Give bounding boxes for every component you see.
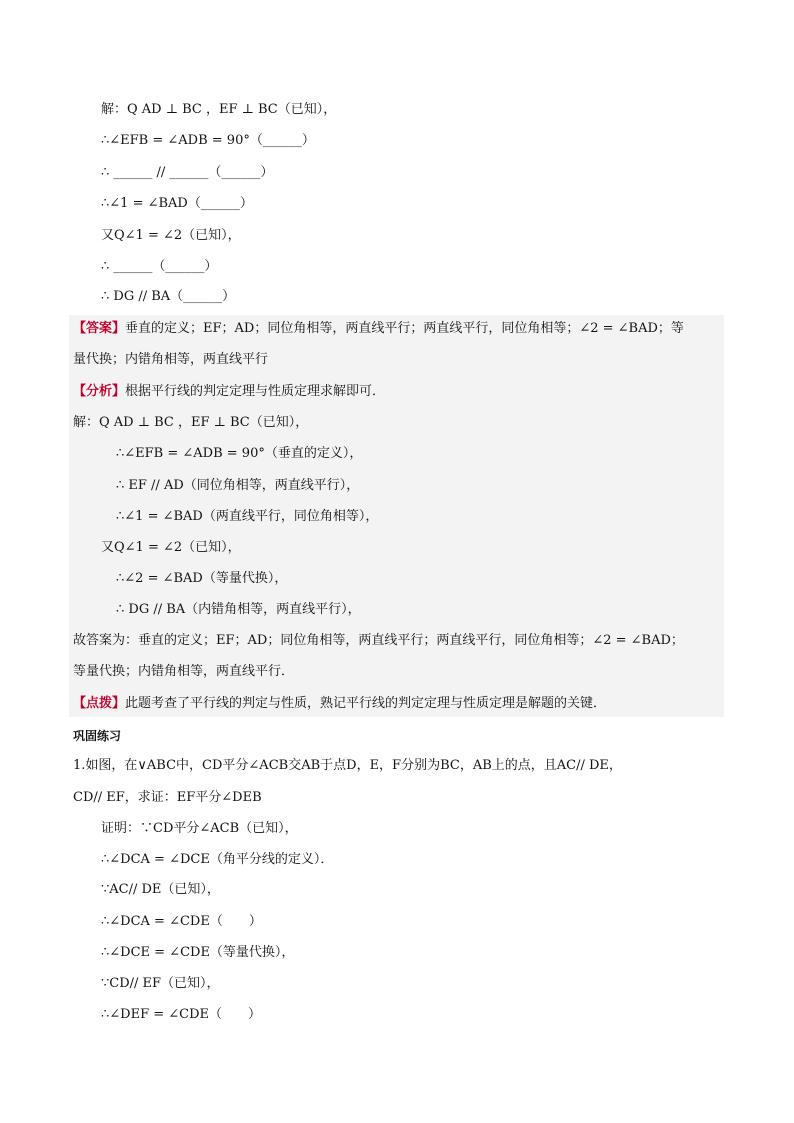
proof-line-7: ∴∠DEF = ∠CDE（ ） bbox=[101, 1007, 262, 1022]
analysis-final-2: 等量代换；内错角相等，两直线平行． bbox=[73, 664, 295, 679]
question-line-3: ∴ ______ // ______（______） bbox=[101, 165, 274, 180]
question-line-6: ∴ ______（______） bbox=[101, 259, 218, 274]
practice-question-line-1: 1.如图，在∨ABC中，CD平分∠ACB交AB于点D，E，F分别为BC，AB上的点，且AC// DE， bbox=[73, 758, 622, 773]
question-line-4: ∴∠1 = ∠BAD（______） bbox=[101, 196, 253, 211]
answer-text-1: 垂直的定义；EF；AD；同位角相等，两直线平行；两直线平行，同位角相等；∠2 = ∠BAD；等 bbox=[125, 321, 684, 336]
practice-question-line-2: CD// EF，求证：EF平分∠DEB bbox=[73, 790, 262, 805]
proof-line-4: ∴∠DCA = ∠CDE（ ） bbox=[101, 914, 262, 929]
analysis-final-1: 故答案为：垂直的定义；EF；AD；同位角相等，两直线平行；两直线平行，同位角相等；∠2 = ∠BAD； bbox=[73, 633, 684, 648]
analysis-step-1: 解：Q AD ⊥ BC ，EF ⊥ BC（已知）， bbox=[73, 415, 309, 430]
proof-line-1: 证明：∵CD平分∠ACB（已知）， bbox=[101, 821, 298, 836]
analysis-text: 根据平行线的判定定理与性质定理求解即可． bbox=[125, 384, 386, 399]
analysis-step-7: ∴ DG // BA（内错角相等，两直线平行）， bbox=[116, 602, 361, 617]
analysis-line bbox=[73, 383, 385, 401]
analysis-step-4: ∴∠1 = ∠BAD（两直线平行，同位角相等）， bbox=[116, 509, 379, 524]
question-line-1: 解：Q AD ⊥ BC ，EF ⊥ BC（已知）， bbox=[101, 102, 337, 117]
question-line-5: 又Q∠1 = ∠2（已知）， bbox=[101, 228, 241, 243]
answer-line-1 bbox=[73, 320, 684, 338]
proof-line-5: ∴∠DCE = ∠CDE（等量代换）， bbox=[101, 945, 295, 960]
analysis-step-6: ∴∠2 = ∠BAD（等量代换）， bbox=[116, 571, 288, 586]
analysis-step-2: ∴∠EFB = ∠ADB = 90°（垂直的定义）， bbox=[116, 446, 363, 461]
analysis-tag: 【分析】 bbox=[73, 384, 126, 399]
comment-line bbox=[73, 695, 606, 713]
analysis-step-3: ∴ EF // AD（同位角相等，两直线平行）， bbox=[116, 478, 360, 493]
practice-heading: 巩固练习 bbox=[73, 729, 122, 743]
proof-line-2: ∴∠DCA = ∠DCE（角平分线的定义）． bbox=[101, 852, 334, 867]
comment-tag: 【点拨】 bbox=[73, 696, 126, 711]
answer-line-2: 量代换；内错角相等，两直线平行 bbox=[73, 352, 269, 367]
analysis-step-5: 又Q∠1 = ∠2（已知）， bbox=[101, 540, 241, 555]
answer-tag: 【答案】 bbox=[73, 321, 126, 336]
proof-line-3: ∵AC// DE（已知）， bbox=[101, 882, 220, 897]
question-line-2: ∴∠EFB = ∠ADB = 90°（______） bbox=[101, 133, 315, 148]
question-line-7: ∴ DG // BA（______） bbox=[101, 289, 236, 304]
comment-text: 此题考查了平行线的判定与性质，熟记平行线的判定定理与性质定理是解题的关键． bbox=[125, 696, 607, 711]
proof-line-6: ∵CD// EF（已知）， bbox=[101, 976, 220, 991]
